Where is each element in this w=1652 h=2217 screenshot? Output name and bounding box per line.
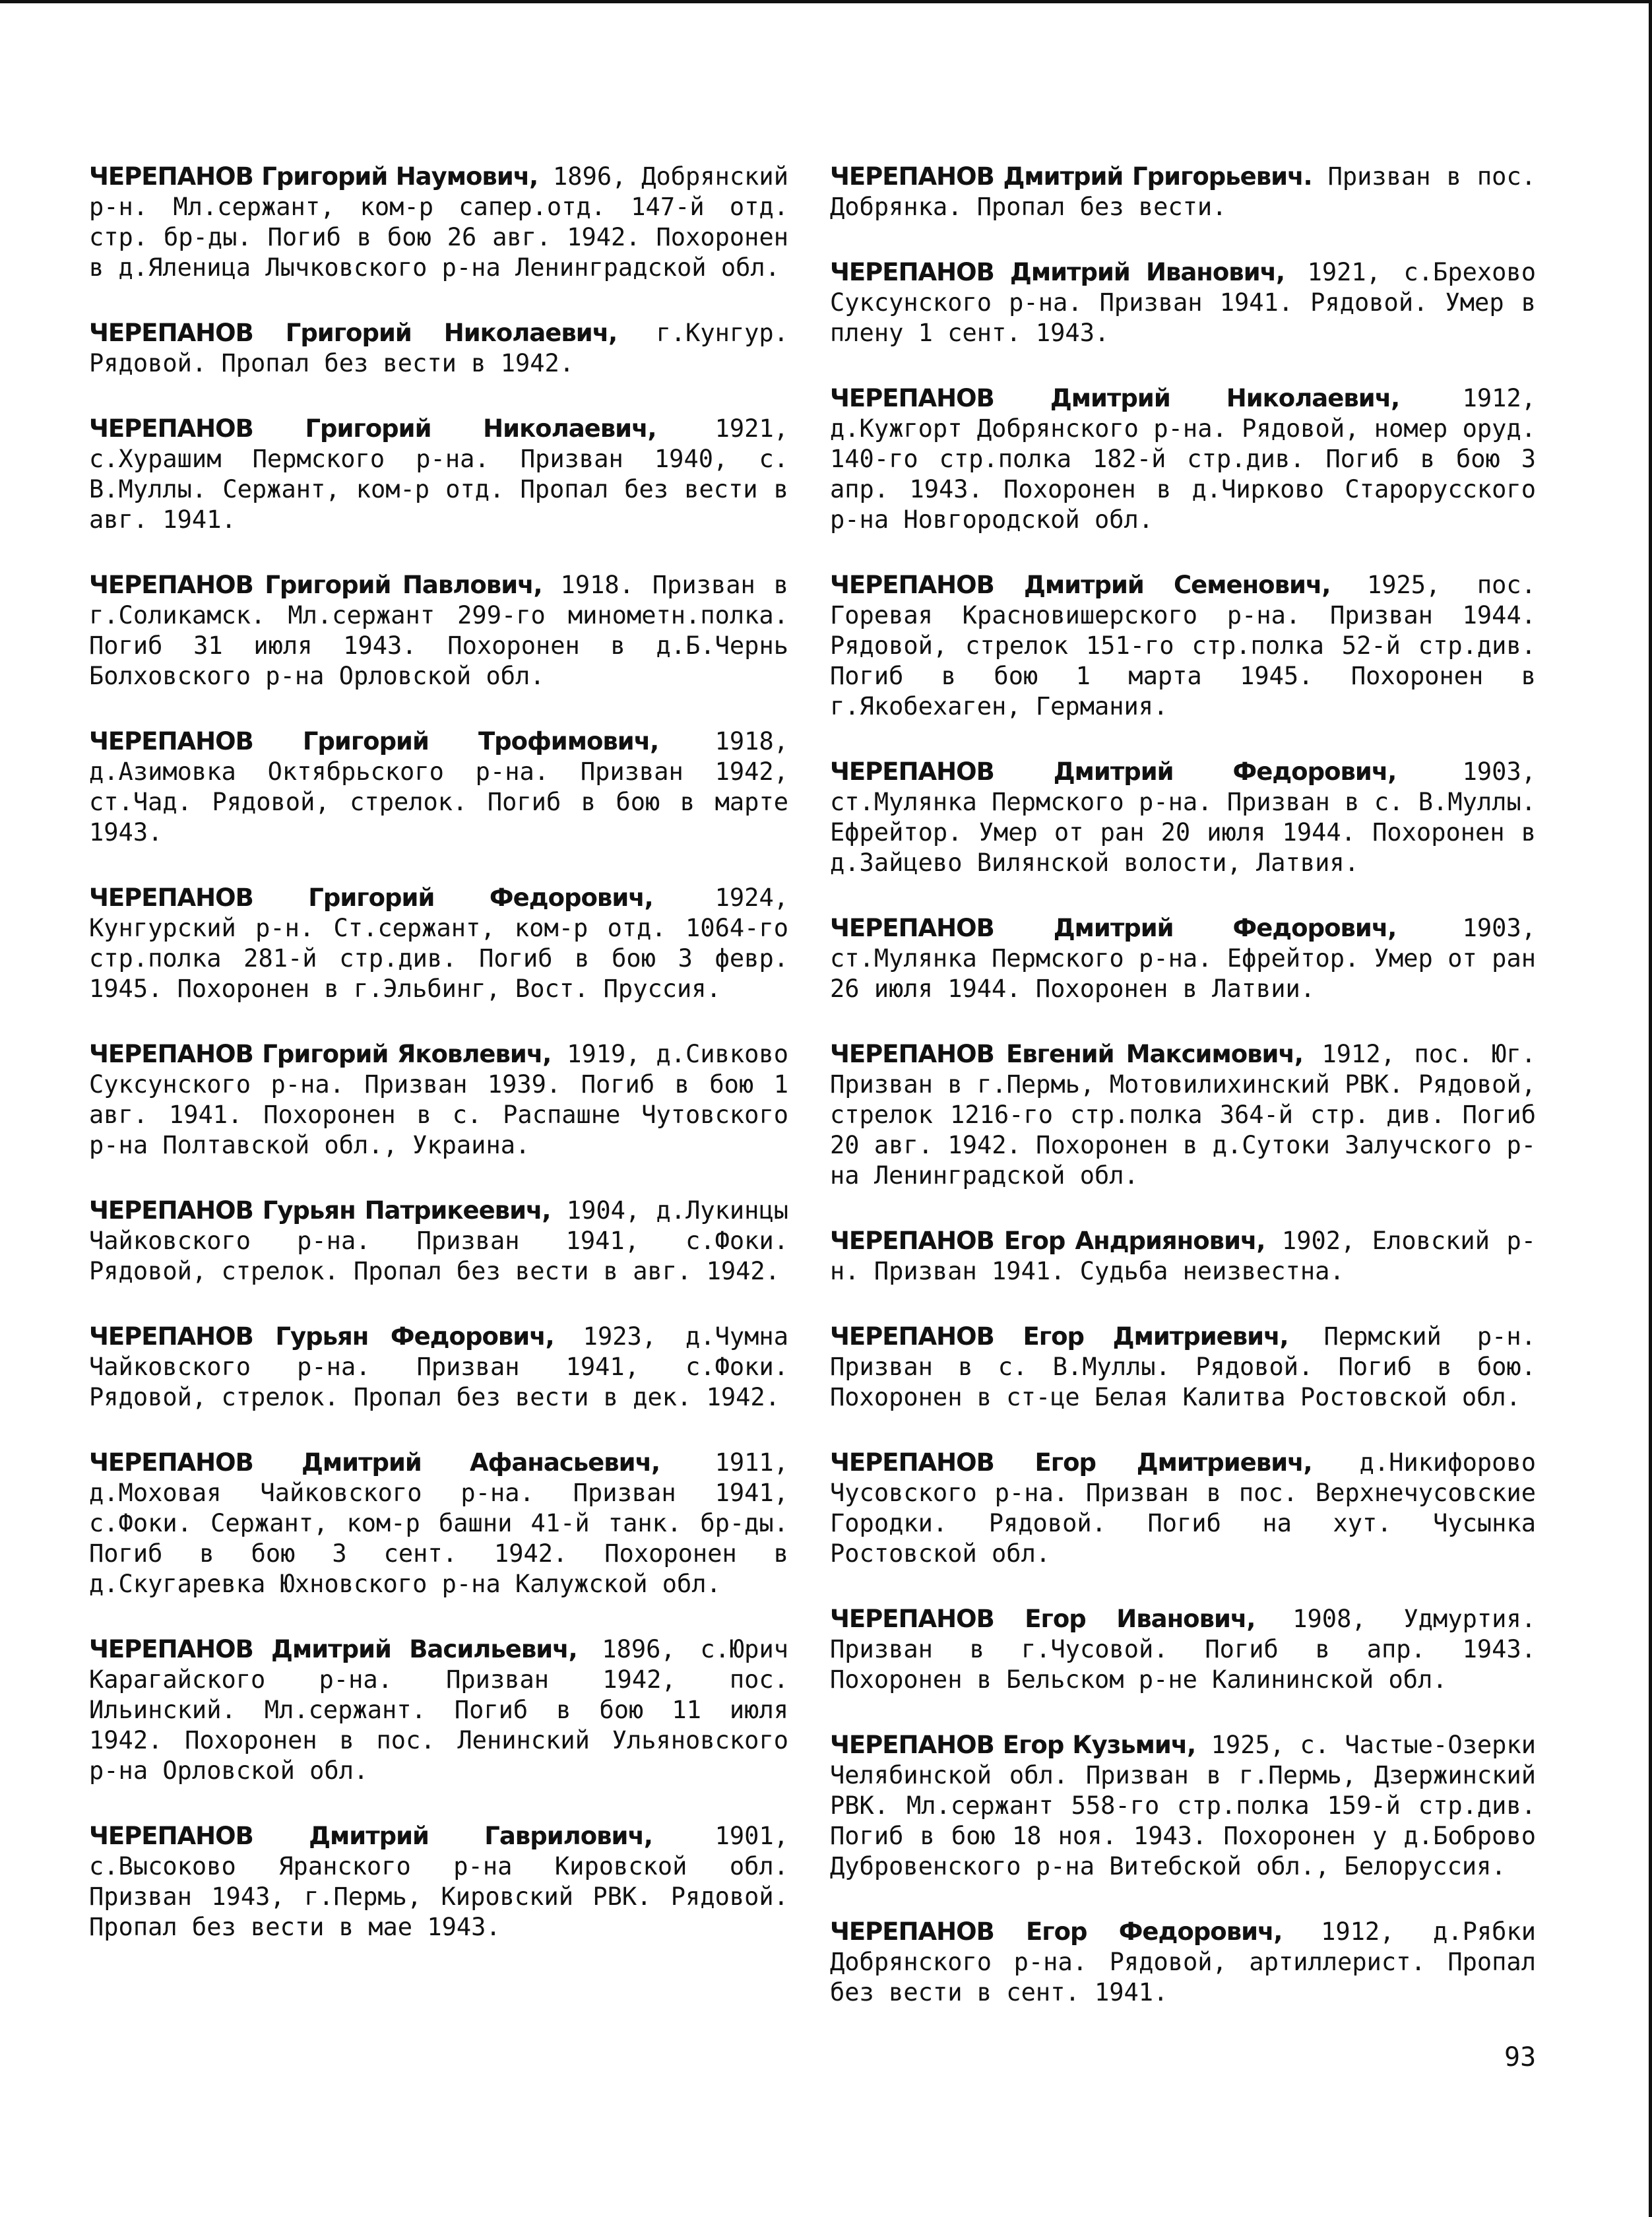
entry-text: 1924, Кунгурский р-н. Ст.сержант, ком-р отд. 1064-го стр.полка 281-й стр.див. Погиб в бою 3 февр. 1945. Похоронен в г.Эльбинг, Вост. Пруссия. (89, 884, 788, 1003)
entry (830, 1604, 1536, 1695)
right-column (830, 162, 1536, 2043)
entry-name: ЧЕРЕПАНОВ Дмитрий Иванович, (830, 258, 1285, 286)
entry-text: 1925, с. Частые-Озерки Челябинской обл. Призван в г.Пермь, Дзержинский РВК. Мл.сержант 558-го стр.полка 159-й стр.див. Погиб в бою 18 ноя. 1943. Похоронен у д.Боброво Дубровенского р-на Витебской обл., Белоруссия. (830, 1731, 1536, 1880)
entry (830, 383, 1536, 535)
entry-text: 1921, с.Хурашим Пермского р-на. Призван 1940, с. В.Муллы. Сержант, ком-р отд. Пропал без вести в авг. 1941. (89, 414, 788, 534)
entry-text: 1911, д.Моховая Чайковского р-на. Призван 1941, с.Фоки. Сержант, ком-р башни 41-й танк. бр-ды. Погиб в бою 3 сент. 1942. Похоронен в д.Скугаревка Юхновского р-на Калужской обл. (89, 1448, 788, 1598)
entry (89, 1039, 788, 1161)
entry-text: 1912, пос. Юг. Призван в г.Пермь, Мотовилихинский РВК. Рядовой, стрелок 1216-го стр.полка 364-й стр. див. Погиб 20 авг. 1942. Похоронен в д.Сутоки Залучского р-на Ленинградской обл. (830, 1040, 1536, 1190)
entry-name: ЧЕРЕПАНОВ Дмитрий Васильевич, (89, 1635, 577, 1663)
entry-text: 1923, д.Чумна Чайковского р-на. Призван 1941, с.Фоки. Рядовой, стрелок. Пропал без вести в дек. 1942. (89, 1322, 788, 1411)
entry-name: ЧЕРЕПАНОВ Григорий Павлович, (89, 571, 542, 599)
entry-name: ЧЕРЕПАНОВ Григорий Федорович, (89, 884, 653, 912)
entry (89, 1322, 788, 1413)
entry (89, 1448, 788, 1599)
entry-text: 1925, пос. Горевая Красновишерского р-на. Призван 1944. Рядовой, стрелок 151-го стр.полка 52-й стр.див. Погиб в бою 1 марта 1945. Похоронен в г.Якобехаген, Германия. (830, 571, 1536, 721)
entry (830, 1039, 1536, 1191)
entry (830, 1448, 1536, 1569)
entry-name: ЧЕРЕПАНОВ Дмитрий Семенович, (830, 571, 1331, 599)
left-column (89, 162, 788, 1977)
entry-text: д.Никифорово Чусовского р-на. Призван в пос. Верхнечусовские Городки. Рядовой. Погиб на хут. Чусынка Ростовской обл. (830, 1448, 1536, 1568)
entry-name: ЧЕРЕПАНОВ Григорий Трофимович, (89, 727, 659, 755)
entry-text: 1921, с.Брехово Суксунского р-на. Призван 1941. Рядовой. Умер в плену 1 сент. 1943. (830, 258, 1536, 347)
entry-name: ЧЕРЕПАНОВ Григорий Яковлевич, (89, 1040, 552, 1068)
entry-name: ЧЕРЕПАНОВ Гурьян Патрикеевич, (89, 1196, 551, 1225)
entry (89, 726, 788, 848)
entry-text: 1918. Призван в г.Соликамск. Мл.сержант 299-го минометн.полка. Погиб 31 июля 1943. Похоронен в д.Б.Чернь Болховского р-на Орловской обл. (89, 571, 788, 690)
entry-name: ЧЕРЕПАНОВ Дмитрий Николаевич, (830, 384, 1400, 412)
entry (830, 1917, 1536, 2008)
entry (830, 757, 1536, 878)
entry-name: ЧЕРЕПАНОВ Егор Иванович, (830, 1605, 1255, 1633)
page-number: 93 (1504, 2042, 1537, 2072)
entry (89, 1634, 788, 1786)
entry-name: ЧЕРЕПАНОВ Дмитрий Федорович, (830, 757, 1397, 786)
entry (830, 913, 1536, 1004)
entry-text: Призван в пос. Добрянка. Пропал без вести. (830, 162, 1537, 221)
entry-name: ЧЕРЕПАНОВ Гурьян Федорович, (89, 1322, 554, 1351)
entry-text: 1904, д.Лукинцы Чайковского р-на. Призван 1941, с.Фоки. Рядовой, стрелок. Пропал без вести в авг. 1942. (89, 1196, 788, 1285)
entry-text: 1896, Добрянский р-н. Мл.сержант, ком-р сапер.отд. 147-й отд. стр. бр-ды. Погиб в бою 26 авг. 1942. Похоронен в д.Яленица Лычковского р-на Ленинградской обл. (89, 162, 788, 282)
entry (830, 1730, 1536, 1882)
entry-text: 1901, с.Высоково Яранского р-на Кировской обл. Призван 1943, г.Пермь, Кировский РВК. Рядовой. Пропал без вести в мае 1943. (89, 1822, 789, 1941)
entry-name: ЧЕРЕПАНОВ Егор Андриянович, (830, 1227, 1265, 1255)
entry-name: ЧЕРЕПАНОВ Егор Кузьмич, (830, 1731, 1196, 1759)
entry-text: 1903, ст.Мулянка Пермского р-на. Призван в с. В.Муллы. Ефрейтор. Умер от ран 20 июля 1944. Похоронен в д.Зайцево Вилянской волости, Латвия. (830, 757, 1536, 877)
entry-name: ЧЕРЕПАНОВ Егор Дмитриевич, (830, 1322, 1288, 1351)
entry (89, 318, 788, 379)
entry-name: ЧЕРЕПАНОВ Егор Дмитриевич, (830, 1448, 1312, 1477)
entry (89, 570, 788, 691)
entry (830, 1226, 1536, 1287)
entry-text: 1912, д.Рябки Добрянского р-на. Рядовой, артиллерист. Пропал без вести в сент. 1941. (830, 1917, 1536, 2007)
entry-name: ЧЕРЕПАНОВ Дмитрий Федорович, (830, 914, 1397, 942)
entry (89, 1196, 788, 1287)
entry (830, 1322, 1536, 1413)
entry-name: ЧЕРЕПАНОВ Григорий Николаевич, (89, 319, 618, 347)
entry-name: ЧЕРЕПАНОВ Дмитрий Григорьевич. (830, 162, 1312, 191)
entry (830, 570, 1536, 722)
page-top-border (0, 0, 1652, 3)
entry (89, 414, 788, 535)
entry-text: 1903, ст.Мулянка Пермского р-на. Ефрейтор. Умер от ран 26 июля 1944. Похоронен в Латвии. (830, 914, 1536, 1003)
entry-text: 1896, с.Юрич Карагайского р-на. Призван 1942, пос. Ильинский. Мл.сержант. Погиб в бою 11 июля 1942. Похоронен в пос. Ленинский Ульяновского р-на Орловской обл. (89, 1635, 788, 1785)
entry-text: 1908, Удмуртия. Призван в г.Чусовой. Погиб в апр. 1943. Похоронен в Бельском р-не Калининской обл. (830, 1605, 1536, 1694)
entry (89, 883, 788, 1004)
entry-name: ЧЕРЕПАНОВ Дмитрий Афанасьевич, (89, 1448, 660, 1477)
entry-name: ЧЕРЕПАНОВ Евгений Максимович, (830, 1040, 1303, 1068)
entry (830, 162, 1536, 222)
entry-text: 1919, д.Сивково Суксунского р-на. Призван 1939. Погиб в бою 1 авг. 1941. Похоронен в с. Распашне Чутовского р-на Полтавской обл., Украина. (89, 1040, 788, 1159)
entry-text: 1902, Еловский р-н. Призван 1941. Судьба неизвестна. (830, 1227, 1536, 1285)
entry-text: Пермский р-н. Призван в с. В.Муллы. Рядовой. Погиб в бою. Похоронен в ст-це Белая Калитва Ростовской обл. (830, 1322, 1536, 1411)
entry (89, 1821, 788, 1943)
entry-name: ЧЕРЕПАНОВ Егор Федорович, (830, 1917, 1283, 1946)
entry-text: г.Кунгур. Рядовой. Пропал без вести в 1942. (89, 319, 788, 377)
entry (89, 162, 788, 283)
entry (830, 257, 1536, 348)
entry-name: ЧЕРЕПАНОВ Григорий Николаевич, (89, 414, 656, 443)
page-right-border (1649, 0, 1652, 2217)
entry-name: ЧЕРЕПАНОВ Григорий Наумович, (89, 162, 538, 191)
entry-text: 1918, д.Азимовка Октябрьского р-на. Призван 1942, ст.Чад. Рядовой, стрелок. Погиб в бою в марте 1943. (89, 727, 788, 847)
entry-name: ЧЕРЕПАНОВ Дмитрий Гаврилович, (89, 1822, 652, 1850)
entry-text: 1912, д.Кужгорт Добрянского р-на. Рядовой, номер оруд. 140-го стр.полка 182-й стр.див. Погиб в бою 3 апр. 1943. Похоронен в д.Чирково Старорусского р-на Новгородской обл. (830, 384, 1536, 534)
